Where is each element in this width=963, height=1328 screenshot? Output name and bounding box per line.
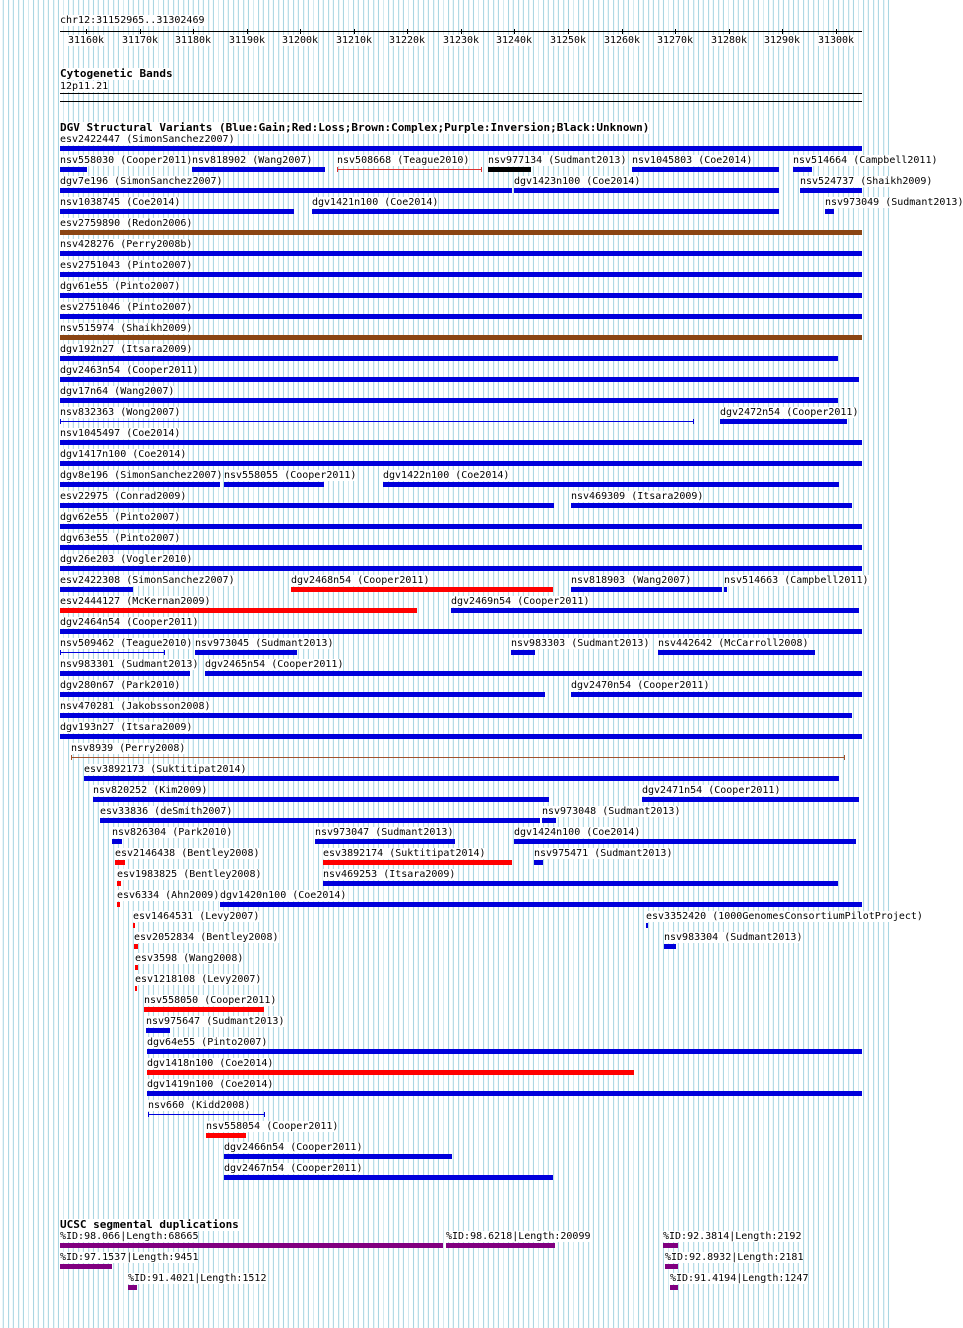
sv-label[interactable]: dgv2470n54 (Cooper2011): [571, 680, 710, 691]
sv-bar[interactable]: [451, 608, 859, 613]
sv-bar[interactable]: [720, 419, 847, 424]
sv-label[interactable]: nsv983301 (Sudmant2013): [60, 659, 199, 670]
sv-label[interactable]: dgv17n64 (Wang2007): [60, 386, 175, 397]
sv-bar[interactable]: [60, 713, 852, 718]
sv-bar[interactable]: [134, 944, 138, 949]
sv-bar[interactable]: [724, 587, 727, 592]
segdup-label[interactable]: %ID:91.4021|Length:1512: [128, 1273, 267, 1284]
segdup-label[interactable]: %ID:98.6218|Length:20099: [446, 1231, 591, 1242]
segdup-bar[interactable]: [446, 1243, 555, 1248]
sv-bar[interactable]: [60, 230, 862, 235]
sv-bar[interactable]: [60, 652, 165, 653]
sv-bar[interactable]: [60, 293, 862, 298]
sv-bar[interactable]: [224, 1175, 553, 1180]
segdup-label[interactable]: %ID:97.1537|Length:9451: [60, 1252, 199, 1263]
sv-label[interactable]: dgv1417n100 (Coe2014): [60, 449, 187, 460]
sv-bar[interactable]: [100, 818, 540, 823]
sv-bar[interactable]: [514, 188, 779, 193]
sv-bar[interactable]: [571, 692, 862, 697]
sv-bar[interactable]: [60, 377, 859, 382]
sv-label[interactable]: nsv509462 (Teague2010): [60, 638, 193, 649]
sv-bar[interactable]: [60, 671, 190, 676]
ruler-tick-label: 31200k: [281, 35, 319, 46]
sv-bar[interactable]: [511, 650, 535, 655]
sv-label[interactable]: esv2146438 (Bentley2008): [115, 848, 260, 859]
sv-bar[interactable]: [147, 1049, 862, 1054]
segdup-bar[interactable]: [128, 1285, 137, 1290]
ruler-tick-label: 31280k: [710, 35, 748, 46]
sv-label[interactable]: dgv2466n54 (Cooper2011): [224, 1142, 363, 1153]
sv-label[interactable]: esv22975 (Conrad2009): [60, 491, 187, 502]
ruler-tick-label: 31190k: [228, 35, 266, 46]
sv-bar[interactable]: [135, 986, 137, 991]
sv-bar-end: [60, 650, 61, 655]
ruler-tick: [461, 29, 462, 34]
sv-bar[interactable]: [514, 839, 856, 844]
ruler-tick: [568, 29, 569, 34]
sv-bar[interactable]: [60, 524, 862, 529]
sv-label[interactable]: esv1983825 (Bentley2008): [117, 869, 262, 880]
sv-bar[interactable]: [323, 860, 512, 865]
ruler-tick: [675, 29, 676, 34]
ruler-tick: [247, 29, 248, 34]
segdup-label[interactable]: %ID:92.8932|Length:2181: [665, 1252, 804, 1263]
sv-label[interactable]: dgv8e196 (SimonSanchez2007): [60, 470, 223, 481]
dgv-track-title[interactable]: DGV Structural Variants (Blue:Gain;Red:Loss;Brown:Complex;Purple:Inversion;Black:Unknown): [60, 121, 650, 134]
sv-label[interactable]: dgv63e55 (Pinto2007): [60, 533, 181, 544]
sv-label[interactable]: dgv1421n100 (Coe2014): [312, 197, 439, 208]
sv-bar[interactable]: [224, 482, 324, 487]
sv-label[interactable]: nsv558050 (Cooper2011): [144, 995, 277, 1006]
ruler-tick-label: 31300k: [817, 35, 855, 46]
sv-label[interactable]: dgv61e55 (Pinto2007): [60, 281, 181, 292]
sv-bar-end: [337, 167, 338, 172]
ruler-tick-label: 31220k: [388, 35, 426, 46]
sv-label[interactable]: esv6334 (Ahn2009): [117, 890, 220, 901]
sv-bar[interactable]: [220, 902, 862, 907]
sv-bar[interactable]: [60, 482, 220, 487]
sv-bar[interactable]: [337, 169, 482, 170]
sv-label[interactable]: dgv1423n100 (Coe2014): [514, 176, 641, 187]
sv-bar[interactable]: [71, 757, 845, 758]
sv-label[interactable]: nsv660 (Kidd2008): [148, 1100, 251, 1111]
sv-label[interactable]: esv2422447 (SimonSanchez2007): [60, 134, 235, 145]
sv-label[interactable]: dgv1418n100 (Coe2014): [147, 1058, 274, 1069]
sv-bar-end: [693, 419, 694, 424]
cytoband-track-title[interactable]: Cytogenetic Bands: [60, 67, 173, 80]
sv-label[interactable]: dgv26e203 (Vogler2010): [60, 554, 193, 565]
sv-bar[interactable]: [195, 650, 297, 655]
segdup-label[interactable]: %ID:91.4194|Length:1247: [670, 1273, 809, 1284]
ruler-tick: [300, 29, 301, 34]
sv-label[interactable]: nsv973049 (Sudmant2013): [825, 197, 963, 208]
sv-bar[interactable]: [146, 1028, 170, 1033]
sv-label[interactable]: esv33836 (deSmith2007): [100, 806, 233, 817]
sv-bar[interactable]: [60, 421, 694, 422]
sv-label[interactable]: nsv975647 (Sudmant2013): [146, 1016, 285, 1027]
sv-bar-end: [164, 650, 165, 655]
sv-bar[interactable]: [60, 734, 862, 739]
sv-bar[interactable]: [291, 587, 553, 592]
sv-label[interactable]: dgv2471n54 (Cooper2011): [642, 785, 781, 796]
ruler-tick-label: 31180k: [174, 35, 212, 46]
sv-label[interactable]: dgv2468n54 (Cooper2011): [291, 575, 430, 586]
sv-bar[interactable]: [60, 188, 512, 193]
sv-bar[interactable]: [224, 1154, 452, 1159]
sv-label[interactable]: dgv62e55 (Pinto2007): [60, 512, 181, 523]
sv-label[interactable]: dgv7e196 (SimonSanchez2007): [60, 176, 223, 187]
ruler-tick: [193, 29, 194, 34]
sv-bar[interactable]: [144, 1007, 264, 1012]
sv-bar[interactable]: [571, 587, 722, 592]
sv-bar[interactable]: [60, 251, 862, 256]
segdup-bar[interactable]: [670, 1285, 678, 1290]
sv-label[interactable]: nsv508668 (Teague2010): [337, 155, 470, 166]
sv-label[interactable]: nsv524737 (Shaikh2009): [800, 176, 933, 187]
sv-bar[interactable]: [323, 881, 838, 886]
sv-label[interactable]: dgv1419n100 (Coe2014): [147, 1079, 274, 1090]
sv-bar[interactable]: [148, 1114, 265, 1115]
sv-bar[interactable]: [658, 650, 815, 655]
sv-bar[interactable]: [60, 545, 862, 550]
sv-bar[interactable]: [60, 398, 838, 403]
sv-bar[interactable]: [642, 797, 859, 802]
sv-label[interactable]: nsv973045 (Sudmant2013): [195, 638, 334, 649]
sv-label[interactable]: nsv469253 (Itsara2009): [323, 869, 456, 880]
sv-label[interactable]: nsv514663 (Campbell2011): [724, 575, 869, 586]
sv-bar[interactable]: [664, 944, 676, 949]
sv-bar[interactable]: [147, 1091, 862, 1096]
sv-bar[interactable]: [115, 860, 125, 865]
sv-bar[interactable]: [147, 1070, 634, 1075]
sv-bar[interactable]: [60, 209, 294, 214]
sv-bar[interactable]: [534, 860, 543, 865]
segdup-bar[interactable]: [60, 1264, 112, 1269]
sv-label[interactable]: dgv2463n54 (Cooper2011): [60, 365, 199, 376]
sv-bar[interactable]: [84, 776, 839, 781]
sv-bar[interactable]: [60, 461, 862, 466]
sv-label[interactable]: esv3352420 (1000GenomesConsortiumPilotProject): [646, 911, 923, 922]
sv-bar[interactable]: [205, 671, 862, 676]
sv-label[interactable]: dgv2472n54 (Cooper2011): [720, 407, 859, 418]
sv-label[interactable]: esv3892174 (Suktitipat2014): [323, 848, 486, 859]
sv-label[interactable]: dgv64e55 (Pinto2007): [147, 1037, 268, 1048]
ruler-tick-label: 31160k: [67, 35, 105, 46]
sv-bar[interactable]: [571, 503, 852, 508]
sv-label[interactable]: nsv820252 (Kim2009): [93, 785, 208, 796]
sv-bar[interactable]: [488, 167, 531, 172]
sv-bar[interactable]: [542, 818, 556, 823]
sv-label[interactable]: dgv193n27 (Itsara2009): [60, 722, 193, 733]
sv-bar[interactable]: [117, 881, 121, 886]
sv-bar[interactable]: [60, 587, 133, 592]
sv-label[interactable]: esv2444127 (McKernan2009): [60, 596, 211, 607]
sv-bar-end: [844, 755, 845, 760]
sv-label[interactable]: esv2751043 (Pinto2007): [60, 260, 193, 271]
sv-label[interactable]: nsv8939 (Perry2008): [71, 743, 186, 754]
sv-bar[interactable]: [135, 965, 138, 970]
sv-label[interactable]: esv2422308 (SimonSanchez2007): [60, 575, 235, 586]
ruler-tick-label: 31170k: [121, 35, 159, 46]
sv-label[interactable]: esv2052834 (Bentley2008): [134, 932, 279, 943]
sv-label[interactable]: nsv1038745 (Coe2014): [60, 197, 181, 208]
sv-label[interactable]: esv1464531 (Levy2007): [133, 911, 260, 922]
ruler-tick-label: 31240k: [495, 35, 533, 46]
sv-bar[interactable]: [93, 797, 549, 802]
ruler-position-label: chr12:31152965..31302469: [60, 15, 205, 26]
sv-bar[interactable]: [60, 503, 554, 508]
sv-label[interactable]: nsv818902 (Wang2007): [192, 155, 313, 166]
sv-label[interactable]: dgv2464n54 (Cooper2011): [60, 617, 199, 628]
sv-label[interactable]: nsv973048 (Sudmant2013): [542, 806, 681, 817]
segdup-track-title[interactable]: UCSC segmental duplications: [60, 1218, 239, 1231]
sv-label[interactable]: nsv1045497 (Coe2014): [60, 428, 181, 439]
segdup-bar[interactable]: [60, 1243, 443, 1248]
sv-label[interactable]: dgv1422n100 (Coe2014): [383, 470, 510, 481]
ruler-tick-label: 31260k: [603, 35, 641, 46]
sv-bar[interactable]: [133, 923, 135, 928]
sv-bar[interactable]: [632, 167, 779, 172]
sv-label[interactable]: dgv1420n100 (Coe2014): [220, 890, 347, 901]
sv-bar[interactable]: [117, 902, 120, 907]
sv-bar[interactable]: [60, 356, 838, 361]
sv-bar[interactable]: [60, 146, 862, 151]
ruler-tick: [407, 29, 408, 34]
sv-bar[interactable]: [112, 839, 122, 844]
sv-bar-end: [481, 167, 482, 172]
segdup-label[interactable]: %ID:98.066|Length:68665: [60, 1231, 199, 1242]
ruler-tick: [836, 29, 837, 34]
sv-bar[interactable]: [60, 335, 862, 340]
sv-label[interactable]: dgv2469n54 (Cooper2011): [451, 596, 590, 607]
sv-label[interactable]: nsv983304 (Sudmant2013): [664, 932, 803, 943]
sv-label[interactable]: nsv558055 (Cooper2011): [224, 470, 357, 481]
sv-bar[interactable]: [315, 839, 455, 844]
sv-bar[interactable]: [60, 692, 545, 697]
ruler-tick-label: 31290k: [763, 35, 801, 46]
sv-bar[interactable]: [793, 167, 812, 172]
sv-label[interactable]: nsv470281 (Jakobsson2008): [60, 701, 211, 712]
ruler-tick-label: 31210k: [335, 35, 373, 46]
sv-label[interactable]: nsv818903 (Wang2007): [571, 575, 692, 586]
sv-label[interactable]: dgv2465n54 (Cooper2011): [205, 659, 344, 670]
sv-bar[interactable]: [825, 209, 834, 214]
sv-label[interactable]: nsv983303 (Sudmant2013): [511, 638, 650, 649]
sv-bar[interactable]: [60, 629, 862, 634]
sv-bar-end: [148, 1112, 149, 1117]
sv-label[interactable]: nsv442642 (McCarroll2008): [658, 638, 809, 649]
ruler-tick-label: 31250k: [549, 35, 587, 46]
ruler-tick: [622, 29, 623, 34]
sv-label[interactable]: nsv1045803 (Coe2014): [632, 155, 753, 166]
ruler-tick: [729, 29, 730, 34]
sv-bar[interactable]: [60, 566, 862, 571]
sv-label[interactable]: esv2751046 (Pinto2007): [60, 302, 193, 313]
sv-label[interactable]: nsv514664 (Campbell2011): [793, 155, 938, 166]
segdup-bar[interactable]: [665, 1264, 678, 1269]
sv-bar[interactable]: [60, 608, 417, 613]
sv-bar[interactable]: [60, 272, 862, 277]
sv-label[interactable]: nsv975471 (Sudmant2013): [534, 848, 673, 859]
sv-label[interactable]: dgv1424n100 (Coe2014): [514, 827, 641, 838]
sv-label[interactable]: nsv558030 (Cooper2011): [60, 155, 193, 166]
sv-label[interactable]: nsv973047 (Sudmant2013): [315, 827, 454, 838]
sv-label[interactable]: esv3598 (Wang2008): [135, 953, 244, 964]
sv-bar-end: [71, 755, 72, 760]
sv-bar[interactable]: [383, 482, 839, 487]
sv-bar-end: [60, 419, 61, 424]
cytoband-line-bottom: [60, 101, 862, 102]
ruler-tick: [86, 29, 87, 34]
sv-label[interactable]: nsv832363 (Wong2007): [60, 407, 181, 418]
sv-bar[interactable]: [646, 923, 648, 928]
cytoband-label: 12p11.21: [60, 81, 109, 92]
ruler-tick: [140, 29, 141, 34]
cytoband-line-top: [60, 93, 862, 94]
sv-label[interactable]: dgv2467n54 (Cooper2011): [224, 1163, 363, 1174]
segdup-bar[interactable]: [663, 1243, 678, 1248]
sv-label[interactable]: dgv192n27 (Itsara2009): [60, 344, 193, 355]
sv-bar[interactable]: [312, 209, 779, 214]
ruler-tick: [782, 29, 783, 34]
ruler-tick: [354, 29, 355, 34]
sv-bar-end: [264, 1112, 265, 1117]
sv-label[interactable]: esv3892173 (Suktitipat2014): [84, 764, 247, 775]
ruler-tick-label: 31230k: [442, 35, 480, 46]
ruler-tick-label: 31270k: [656, 35, 694, 46]
sv-label[interactable]: nsv558054 (Cooper2011): [206, 1121, 339, 1132]
sv-label[interactable]: dgv280n67 (Park2010): [60, 680, 181, 691]
sv-label[interactable]: nsv469309 (Itsara2009): [571, 491, 704, 502]
sv-bar[interactable]: [60, 167, 87, 172]
sv-bar[interactable]: [192, 167, 325, 172]
sv-label[interactable]: esv1218108 (Levy2007): [135, 974, 262, 985]
sv-bar[interactable]: [60, 440, 862, 445]
sv-bar[interactable]: [60, 314, 862, 319]
sv-label[interactable]: esv2759890 (Redon2006): [60, 218, 193, 229]
sv-label[interactable]: nsv826304 (Park2010): [112, 827, 233, 838]
sv-label[interactable]: nsv428276 (Perry2008b): [60, 239, 193, 250]
segdup-label[interactable]: %ID:92.3814|Length:2192: [663, 1231, 802, 1242]
ruler-tick: [514, 29, 515, 34]
sv-bar[interactable]: [206, 1133, 246, 1138]
sv-label[interactable]: nsv515974 (Shaikh2009): [60, 323, 193, 334]
sv-bar[interactable]: [800, 188, 862, 193]
sv-label[interactable]: nsv977134 (Sudmant2013): [488, 155, 627, 166]
